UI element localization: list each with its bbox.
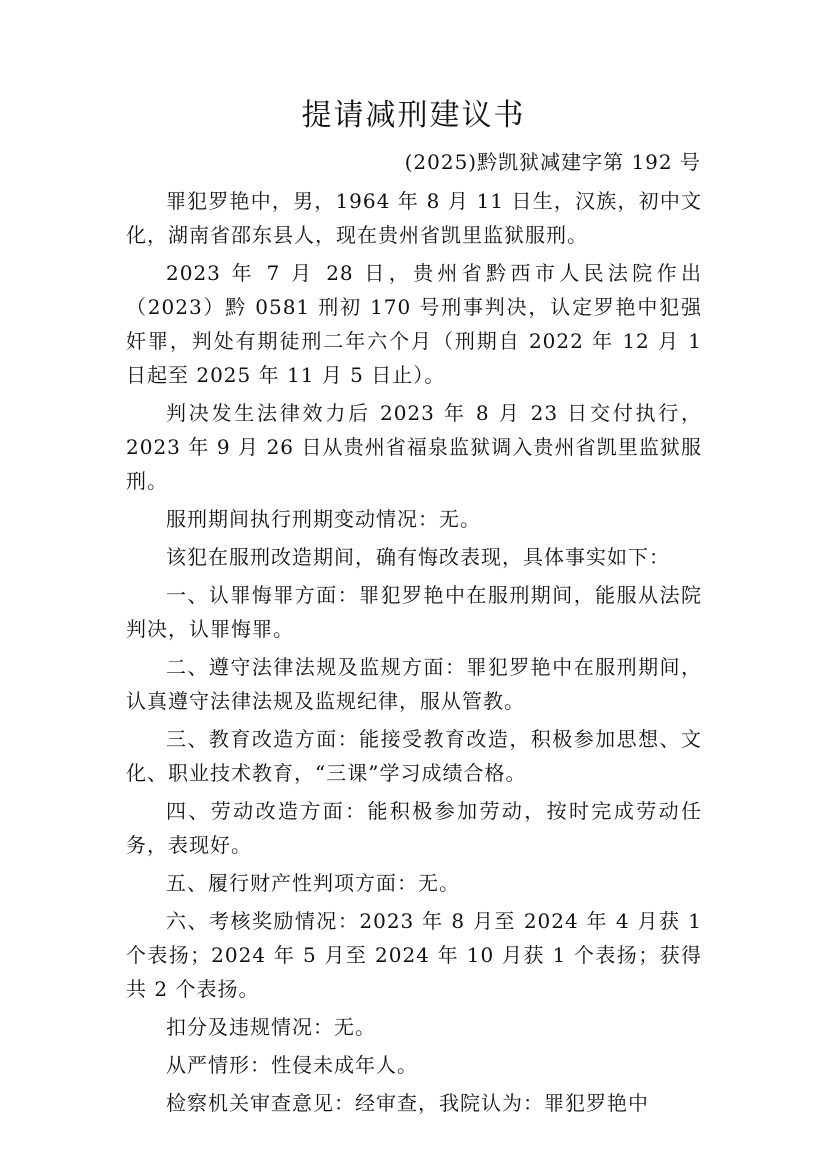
- paragraph-sentence-change: 服刑期间执行刑期变动情况：无。: [166, 507, 481, 531]
- paragraph-execution: 判决发生法律效力后 2023 年 8 月 23 日交付执行，2023 年 9 月 26 日从贵州省福泉监狱调入贵州省凯里监狱服刑。: [126, 401, 702, 493]
- paragraph-procuratorate-opinion: 检察机关审查意见：经审查，我院认为：罪犯罗艳中: [166, 1091, 649, 1115]
- document-body: [126, 184, 702, 1120]
- paragraph-item-6: 六、考核奖励情况：2023 年 8 月至 2024 年 4 月获 1 个表扬；2024 年 5 月至 2024 年 10 月获 1 个表扬；获得共 2 个表扬。: [126, 909, 702, 1001]
- paragraph-item-5: 五、履行财产性判项方面：无。: [166, 871, 460, 895]
- paragraph-judgment: 2023 年 7 月 28 日，贵州省黔西市人民法院作出（2023）黔 0581 刑初 170 号刑事判决，认定罗艳中犯强奸罪，判处有期徒刑二年六个月（刑期自 2022 年 12 月 1 日起至 2025 年 11 月 5 日止）。: [126, 261, 702, 387]
- paragraph-item-3: 三、教育改造方面：能接受教育改造，积极参加思想、文化、职业技术教育，“三课”学习成绩合格。: [126, 727, 702, 785]
- document-title: 提请减刑建议书: [301, 98, 526, 133]
- paragraph-criminal-info: 罪犯罗艳中，男，1964 年 8 月 11 日生，汉族，初中文化，湖南省邵东县人，现在贵州省凯里监狱服刑。: [126, 189, 702, 247]
- paragraph-item-2: 二、遵守法律法规及监规方面：罪犯罗艳中在服刑期间，认真遵守法律法规及监规纪律，服从管教。: [126, 655, 702, 713]
- paragraph-item-4: 四、劳动改造方面：能积极参加劳动，按时完成劳动任务，表现好。: [126, 799, 702, 857]
- paragraph-item-1: 一、认罪悔罪方面：罪犯罗艳中在服刑期间，能服从法院判决，认罪悔罪。: [126, 583, 702, 641]
- paragraph-repentance-intro: 该犯在服刑改造期间，确有悔改表现，具体事实如下：: [166, 545, 670, 569]
- paragraph-deductions: 扣分及违规情况：无。: [166, 1015, 376, 1039]
- document-number: (2025)黔凯狱减建字第 192 号: [404, 150, 701, 174]
- paragraph-strict-circumstances: 从严情形：性侵未成年人。: [166, 1053, 418, 1077]
